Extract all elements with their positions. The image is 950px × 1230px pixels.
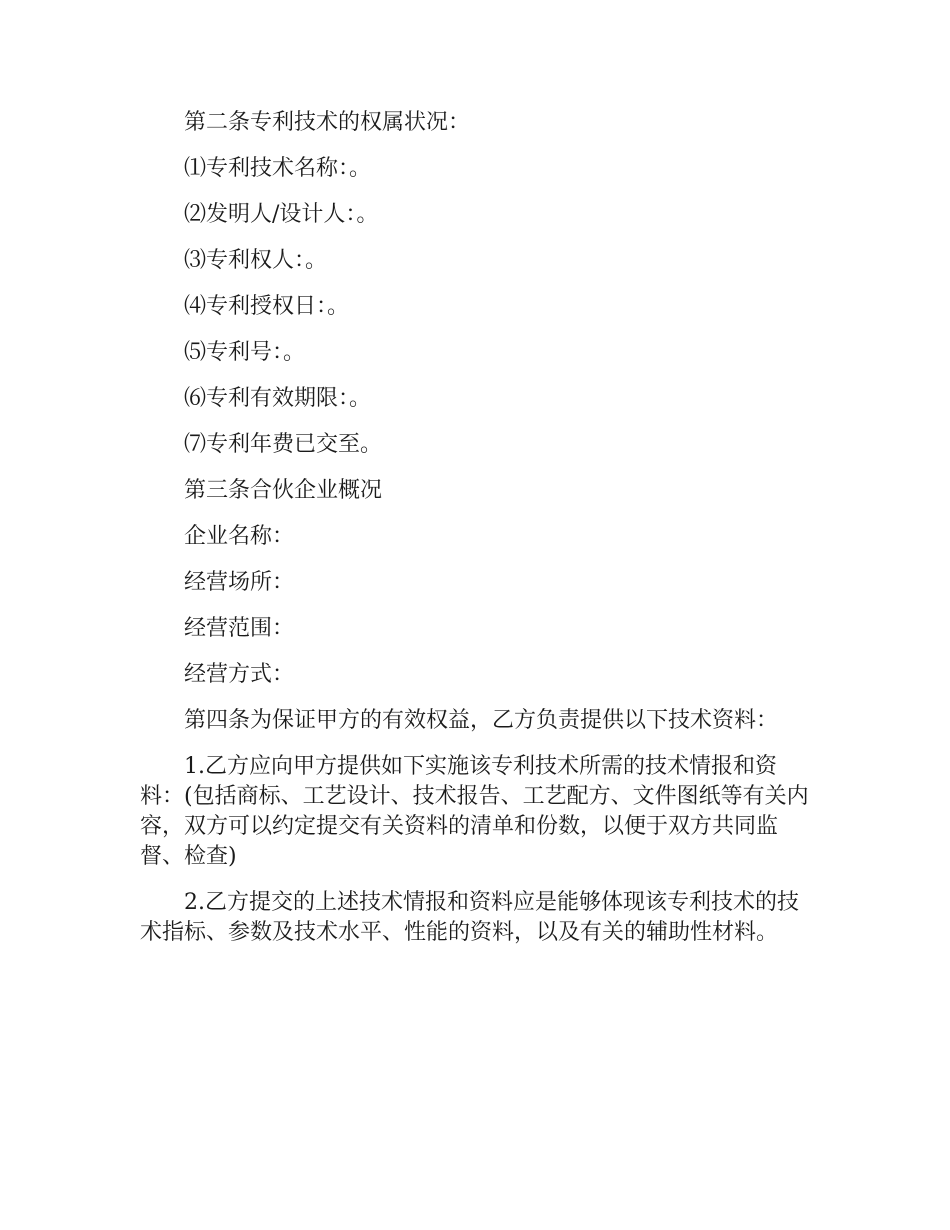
article-2-heading: 第二条专利技术的权属状况： bbox=[184, 110, 471, 135]
patent-name-item: ⑴专利技术名称：。 bbox=[184, 156, 372, 181]
grant-date-item: ⑷专利授权日：。 bbox=[184, 294, 350, 319]
patentee-item: ⑶专利权人：。 bbox=[184, 248, 328, 273]
business-location-item: 经营场所： bbox=[184, 570, 295, 595]
patent-number-item: ⑸专利号：。 bbox=[184, 340, 306, 365]
article-3-heading: 第三条合伙企业概况 bbox=[184, 478, 383, 503]
inventor-item: ⑵发明人/设计人：。 bbox=[184, 202, 379, 227]
clause-1-paragraph: 1.乙方应向甲方提供如下实施该专利技术所需的技术情报和资料：(包括商标、工艺设计、技术报告、工艺配方、文件图纸等有关内容，双方可以约定提交有关资料的清单和份数，以便于双方共同监督、检查) bbox=[140, 754, 809, 869]
clause-2-paragraph: 2.乙方提交的上述技术情报和资料应是能够体现该专利技术的技术指标、参数及技术水平、性能的资料，以及有关的辅助性材料。 bbox=[140, 890, 799, 945]
article-4-paragraph: 第四条为保证甲方的有效权益，乙方负责提供以下技术资料： bbox=[184, 708, 779, 733]
business-mode-item: 经营方式： bbox=[184, 662, 295, 687]
business-scope-item: 经营范围： bbox=[184, 616, 295, 641]
annual-fee-item: ⑺专利年费已交至。 bbox=[184, 432, 383, 457]
document-body bbox=[140, 108, 812, 964]
validity-period-item: ⑹专利有效期限：。 bbox=[184, 386, 372, 411]
enterprise-name-item: 企业名称： bbox=[184, 524, 295, 549]
